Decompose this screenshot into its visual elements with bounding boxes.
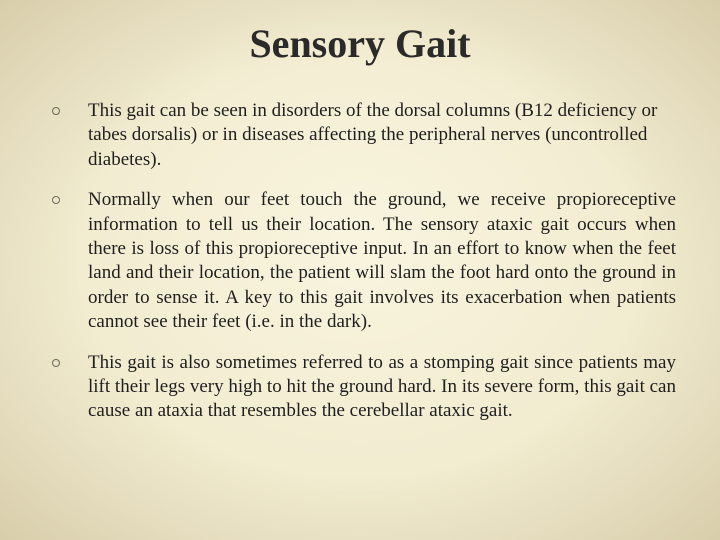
slide-title: Sensory Gait — [249, 21, 471, 66]
bullet-item — [52, 188, 676, 334]
bullet-text: Normally when our feet touch the ground, we receive propioreceptive information to tell us their location. The sensory ataxic gait occurs when there is loss of this propioreceptive input. In an effort to know when the feet land and their location, the patient will slam the foot hard onto the ground in order to sense it. A key to this gait involves its exacerbation when patients cannot see their feet (i.e. in the dark). — [88, 189, 676, 333]
bullet-list — [52, 99, 676, 440]
bullet-item — [52, 99, 676, 172]
bullet-item — [52, 351, 676, 424]
bullet-circle-icon — [52, 107, 60, 115]
bullet-text: This gait is also sometimes referred to as a stomping gait since patients may lift their legs very high to hit the ground hard. In its severe form, this gait can cause an ataxia that resembles the cerebellar ataxic gait. — [88, 351, 676, 422]
bullet-circle-icon — [52, 196, 60, 204]
bullet-text: This gait can be seen in disorders of the dorsal columns (B12 deficiency or tabes dorsalis) or in diseases affecting the peripheral nerves (uncontrolled diabetes). — [88, 100, 658, 170]
bullet-circle-icon — [52, 359, 60, 367]
